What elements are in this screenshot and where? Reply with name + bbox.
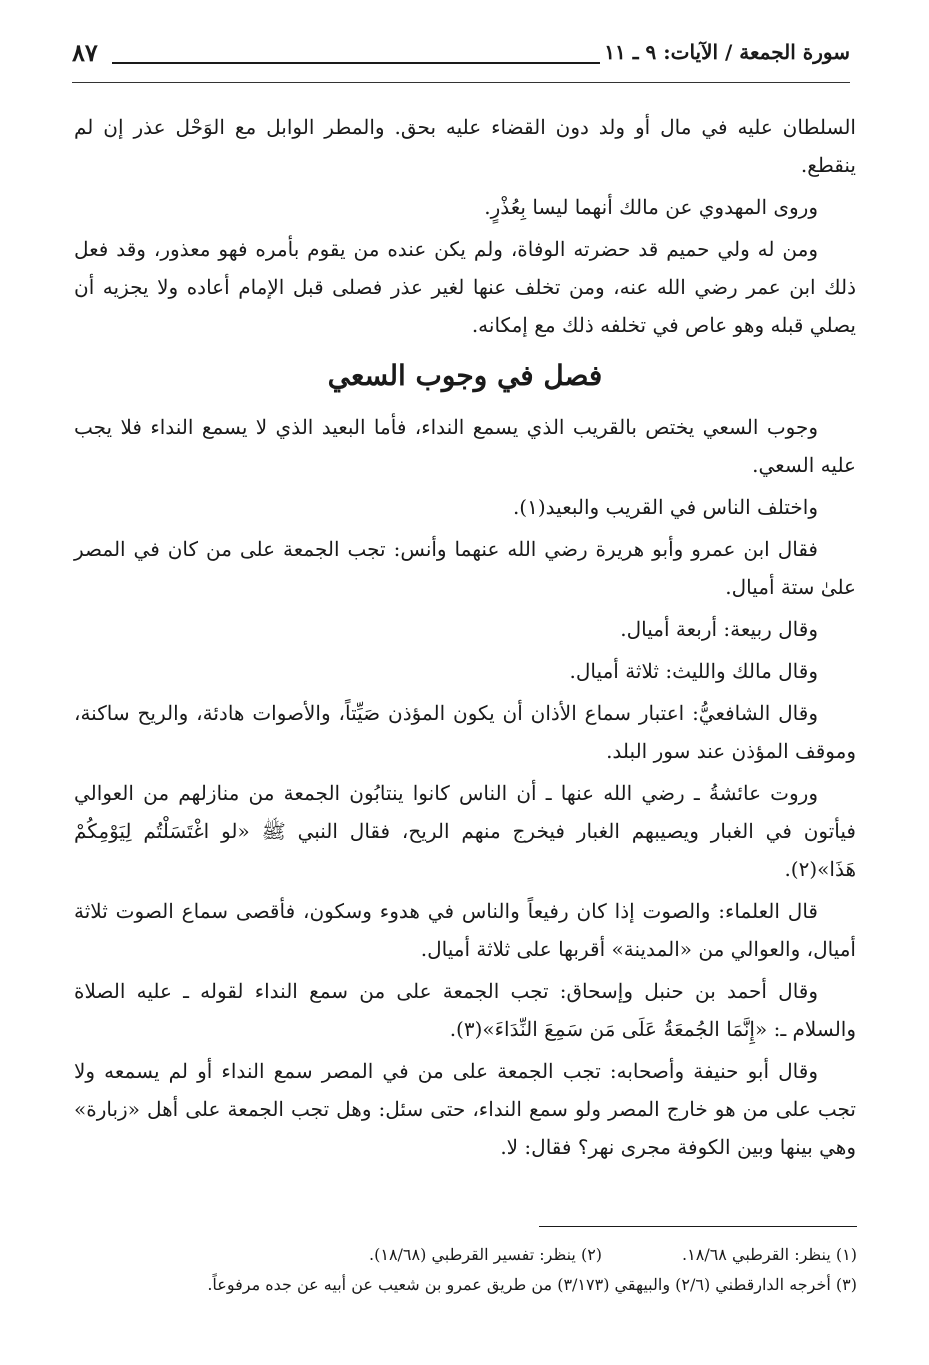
paragraph: وقال ربيعة: أربعة أميال. [620,617,818,641]
page-header [72,36,850,72]
paragraph: فقال ابن عمرو وأبو هريرة رضي الله عنهما وأنس: تجب الجمعة على من كان في المصر علىٰ ستة أميال. [74,537,856,599]
paragraph: السلطان عليه في مال أو ولد دون القضاء عليه بحق. والمطر الوابل مع الوَحْل عذر إن لم ينقطع. [74,115,856,177]
main-text [74,108,856,1170]
paragraph: وروت عائشةُ ـ رضي الله عنها ـ أن الناس كانوا ينتابُون الجمعة من منازلهم من العوالي فيأتون في الغبار ويصيبهم الغبار فيخرج منهم الريح، فقال النبي ﷺ «لو اغْتَسَلْتُم لِيَوْمِكُمْ هَذَا»(٢). [74,781,856,881]
footnote-1: (١) ينظر: القرطبي ١٨/٦٨. [682,1245,857,1264]
section-heading: فصل في وجوب السعي [327,359,603,392]
page-number: ٨٧ [72,38,106,67]
footnote-divider [539,1226,857,1227]
running-title: سورة الجمعة / الآيات: ٩ ـ ١١ [596,40,850,64]
paragraph: واختلف الناس في القريب والبعيد(١). [512,495,818,519]
paragraph: وجوب السعي يختص بالقريب الذي يسمع النداء، فأما البعيد الذي لا يسمع النداء فلا يجب عليه السعي. [74,415,856,477]
header-divider [72,82,850,83]
footnote-2: (٢) ينظر: تفسير القرطبي (١٨/٦٨). [369,1245,603,1264]
paragraph: وقال الشافعيُّ: اعتبار سماع الأذان أن يكون المؤذن صَيِّتاً، والأصوات هادئة، والريح ساكنة، وموقف المؤذن عند سور البلد. [74,701,856,763]
header-rule [112,62,600,64]
footnote-row [75,1240,857,1270]
paragraph: وقال مالك والليث: ثلاثة أميال. [569,659,818,683]
paragraph: قال العلماء: والصوت إذا كان رفيعاً والناس في هدوء وسكون، فأقصى سماع الصوت ثلاثة أميال، والعوالي من «المدينة» أقربها على ثلاثة أميال. [74,899,856,961]
paragraph: وقال أبو حنيفة وأصحابه: تجب الجمعة على من في المصر سمع النداء أو لم يسمعه ولا تجب على من هو خارج المصر ولو سمع النداء، حتى سئل: وهل تجب الجمعة على أهل «زبارة» وهي بينها وبين الكوفة مجرى نهر؟ فقال: لا. [74,1059,856,1159]
footnotes [75,1240,857,1300]
paragraph: ومن له ولي حميم قد حضرته الوفاة، ولم يكن عنده من يقوم بأمره فهو معذور، وقد فعل ذلك ابن عمر رضي الله عنه، ومن تخلف عنها لغير عذر فصلى قبل الإمام أعاده ولا يجزيه أن يصلي قبله وهو عاص في تخلفه ذلك مع إمكانه. [74,237,856,337]
footnote-3: (٣) أخرجه الدارقطني (٢/٦) والبيهقي (٣/١٧٣) من طريق عمرو بن شعيب عن أبيه عن جده مرفوعاً. [207,1275,857,1294]
paragraph: وروى المهدوي عن مالك أنهما ليسا بِعُذْرٍ. [484,195,818,219]
paragraph: وقال أحمد بن حنبل وإسحاق: تجب الجمعة على من سمع النداء لقوله ـ عليه الصلاة والسلام ـ: «إِنَّمَا الجُمعَةُ عَلَى مَن سَمِعَ النِّدَاءَ»(٣). [74,979,856,1041]
